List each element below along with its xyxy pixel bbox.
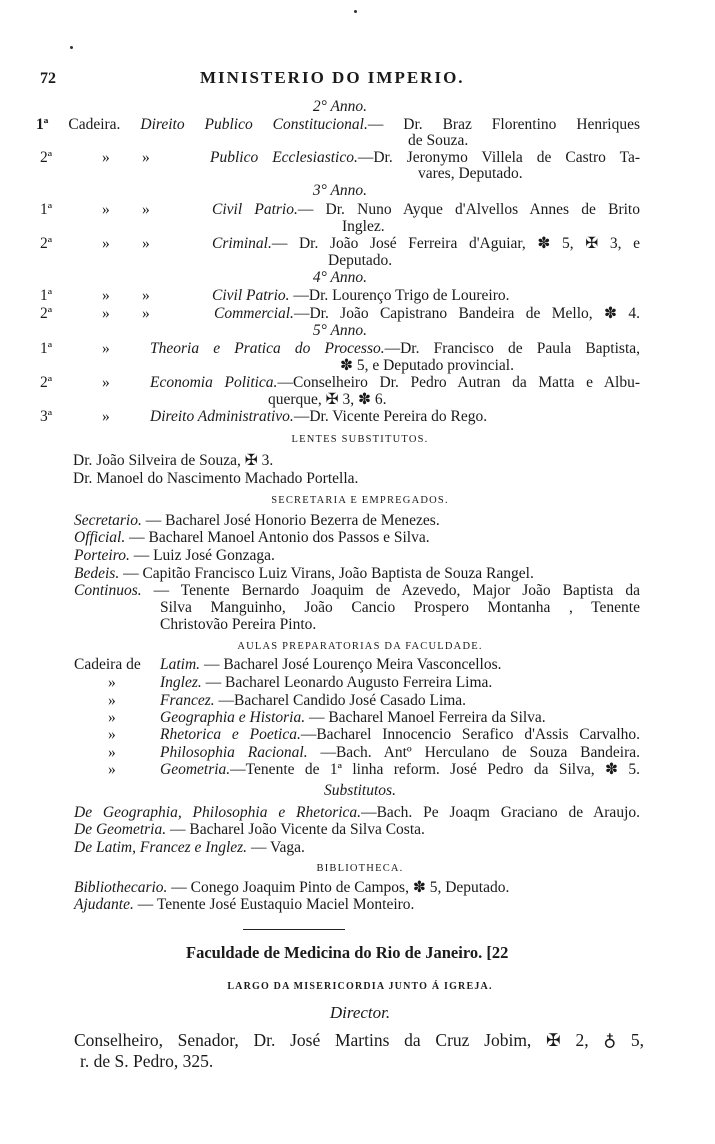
page-number: 72 (40, 70, 56, 87)
ditto-mark: » (108, 726, 116, 743)
course-entry (160, 656, 502, 674)
staff-entry (74, 529, 430, 547)
year-heading: 3° Anno. (312, 182, 368, 199)
teacher: — Bacharel José Lourenço Meira Vasconcellos. (200, 656, 502, 673)
ordinal: 1ª (40, 340, 53, 357)
continuation: vares, Deputado. (418, 165, 523, 182)
ditto-mark: » (142, 287, 150, 304)
course-entry (160, 709, 546, 727)
substitute-entry (74, 839, 305, 857)
subject: Geometria. (160, 761, 231, 778)
staff-entry (74, 565, 534, 583)
ditto-mark: » (108, 674, 116, 691)
course-entry (160, 744, 640, 762)
chair-entry (214, 305, 640, 323)
teacher: —Bacharel Innocencio Serafico d'Assis Carvalho. (300, 726, 640, 743)
subject: Philosophia Racional. (160, 744, 308, 761)
ordinal: 3ª (40, 408, 53, 425)
ditto-mark: » (108, 744, 116, 761)
subject: Direito Administrativo. (150, 408, 294, 425)
ordinal: 2ª (40, 149, 53, 166)
subject: Civil Patrio. (212, 287, 290, 304)
ditto-mark: » (102, 305, 110, 322)
staff-entry (74, 896, 414, 914)
staff-entry (74, 879, 509, 897)
director-entry: Conselheiro, Senador, Dr. José Martins da Cruz Jobim, ✠ 2, ♁ 5, (74, 1030, 644, 1050)
chair-entry (36, 116, 640, 134)
director-address: r. de S. Pedro, 325. (80, 1051, 214, 1071)
section-title: Faculdade de Medicina do Rio de Janeiro. [22 (186, 943, 509, 962)
teacher: — Bacharel Leonardo Augusto Ferreira Lima. (201, 674, 493, 691)
teacher: —Bacharel Candido José Casado Lima. (214, 692, 467, 709)
subject: De Latim, Francez e Inglez. (74, 839, 248, 856)
subject: Inglez. (160, 674, 202, 691)
section-heading: Substitutos. (324, 782, 396, 799)
course-entry (160, 726, 640, 744)
list-item: Dr. Manoel do Nascimento Machado Portella. (73, 470, 359, 487)
staff-name: — Conego Joaquim Pinto de Campos, ✽ 5, Deputado. (167, 879, 510, 896)
professor: —Dr. Francisco de Paula Baptista, (384, 340, 640, 357)
chair-entry (150, 408, 487, 426)
role: Continuos. (74, 582, 142, 599)
role: Porteiro. (74, 547, 130, 564)
subject: Latim. (160, 656, 201, 673)
ordinal: 2ª (40, 305, 53, 322)
subject: De Geometria. (74, 821, 167, 838)
staff-name: — Capitão Francisco Luiz Virans, João Baptista de Souza Rangel. (119, 565, 534, 582)
professor: — Dr. João José Ferreira d'Aguiar, ✽ 5, ✠ 3, e (271, 235, 640, 252)
professor: — Dr. Nuno Ayque d'Alvellos Annes de Brito (297, 201, 640, 218)
role: Secretario. (74, 512, 142, 529)
ordinal: 2ª (40, 374, 53, 391)
course-entry (160, 674, 492, 692)
role-heading: Director. (329, 1003, 391, 1022)
subject: Geographia e Historia. (160, 709, 306, 726)
subject: Civil Patrio. (212, 201, 298, 218)
subject: Criminal. (212, 235, 272, 252)
subject: De Geographia, Philosophia e Rhetorica. (74, 804, 362, 821)
continuation: Silva Manguinho, João Cancio Prospero Montanha , Tenente (160, 599, 640, 616)
role: Bedeis. (74, 565, 120, 582)
subject: Francez. (160, 692, 215, 709)
substitute-entry (74, 804, 640, 822)
continuation: Inglez. (342, 218, 385, 235)
speck (70, 46, 73, 49)
speck (354, 10, 357, 13)
year-heading: 4° Anno. (312, 269, 368, 286)
ditto-mark: » (142, 235, 150, 252)
staff-name: — Tenente José Eustaquio Maciel Monteiro. (133, 896, 415, 913)
section-heading: BIBLIOTHECA. (316, 863, 404, 874)
ordinal: 1ª (40, 287, 53, 304)
role: Official. (74, 529, 126, 546)
section-divider (243, 929, 345, 930)
course-entry (160, 761, 640, 779)
teacher: — Bacharel João Vicente da Silva Costa. (166, 821, 425, 838)
professor: —Dr. João Capistrano Bandeira de Mello, ✽ 4. (293, 305, 640, 322)
continuation: Christovão Pereira Pinto. (160, 616, 317, 633)
ditto-mark: » (102, 201, 110, 218)
teacher: —Bach. Pe Joaqm Graciano de Araujo. (361, 804, 640, 821)
staff-name: — Bacharel José Honorio Bezerra de Menezes. (141, 512, 440, 529)
ditto-mark: » (102, 340, 110, 357)
ditto-mark: » (108, 692, 116, 709)
ditto-mark: » (102, 149, 110, 166)
subject: Theoria e Pratica do Processo. (150, 340, 385, 357)
ditto-mark: » (142, 201, 150, 218)
staff-name: — Luiz José Gonzaga. (129, 547, 275, 564)
chair-entry (150, 374, 640, 392)
chair-entry (150, 340, 640, 358)
ditto-mark: » (102, 235, 110, 252)
ordinal: 1ª (40, 201, 53, 218)
continuation: querque, ✠ 3, ✽ 6. (268, 391, 387, 408)
role: Bibliothecario. (74, 879, 168, 896)
subject: Economia Politica. (150, 374, 278, 391)
ordinal: 1ª (36, 116, 49, 133)
staff-name: — Bacharel Manoel Antonio dos Passos e Silva. (125, 529, 430, 546)
teacher: — Bacharel Manoel Ferreira da Silva. (305, 709, 546, 726)
page-title: MINISTERIO DO IMPERIO. (200, 68, 465, 87)
year-heading: 2° Anno. (312, 98, 368, 115)
ditto-mark: » (108, 761, 116, 778)
teacher: —Tenente de 1ª linha reform. José Pedro da Silva, ✽ 5. (230, 761, 640, 778)
teacher: — Vaga. (247, 839, 305, 856)
section-heading: LENTES SUBSTITUTOS. (291, 434, 429, 445)
professor: —Dr. Lourenço Trigo de Loureiro. (289, 287, 510, 304)
continuation: Deputado. (328, 252, 393, 269)
subject: Publico Ecclesiastico. (210, 149, 358, 166)
ditto-mark: » (142, 305, 150, 322)
year-heading: 5° Anno. (312, 322, 368, 339)
role: Ajudante. (74, 896, 134, 913)
ditto-mark: » (108, 709, 116, 726)
continuation: de Souza. (408, 132, 469, 149)
subject: Direito Publico Constitucional. (140, 116, 368, 133)
ditto-mark: » (102, 374, 110, 391)
chair-entry (212, 287, 509, 305)
staff-entry (74, 547, 275, 565)
chair-label: Cadeira. (68, 116, 121, 133)
lead-label: Cadeira de (74, 656, 141, 673)
ditto-mark: » (142, 149, 150, 166)
staff-name: — Tenente Bernardo Joaquim de Azevedo, Major João Baptista da (141, 582, 640, 599)
section-heading: SECRETARIA E EMPREGADOS. (271, 495, 449, 506)
ordinal: 2ª (40, 235, 53, 252)
list-item: Dr. João Silveira de Souza, ✠ 3. (73, 452, 274, 469)
continuation: ✽ 5, e Deputado provincial. (340, 357, 514, 374)
course-entry (160, 692, 466, 710)
section-heading: AULAS PREPARATORIAS DA FACULDADE. (237, 641, 483, 652)
subject: Rhetorica e Poetica. (160, 726, 301, 743)
professor: —Conselheiro Dr. Pedro Autran da Matta e Albu- (277, 374, 640, 391)
chair-entry (212, 201, 640, 219)
ditto-mark: » (102, 287, 110, 304)
address: LARGO DA MISERICORDIA JUNTO Á IGREJA. (227, 981, 493, 992)
chair-entry (212, 235, 640, 253)
substitute-entry (74, 821, 425, 839)
staff-entry (74, 512, 440, 530)
staff-entry (74, 582, 640, 600)
ditto-mark: » (102, 408, 110, 425)
professor: —Dr. Vicente Pereira do Rego. (293, 408, 488, 425)
subject: Commercial. (214, 305, 294, 322)
professor: — Dr. Braz Florentino Henriques (367, 116, 641, 133)
professor: —Dr. Jeronymo Villela de Castro Ta- (357, 149, 640, 166)
teacher: —Bach. Antº Herculano de Souza Bandeira. (307, 744, 640, 761)
